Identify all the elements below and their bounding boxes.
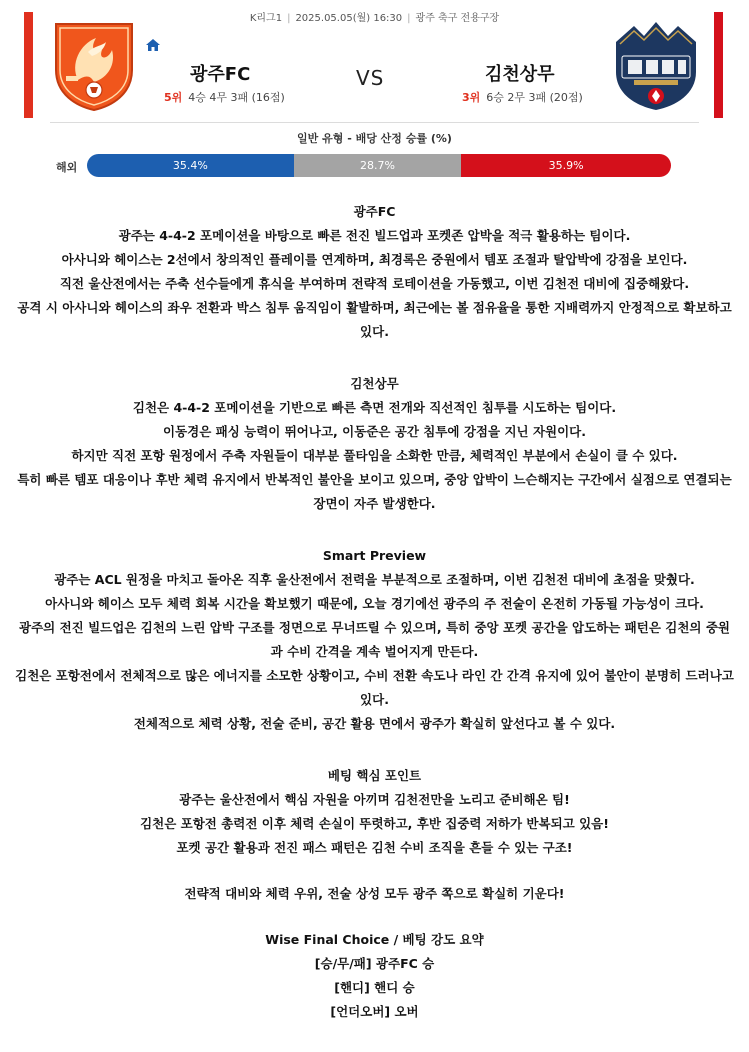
home-analysis-line: 아사니와 헤이스는 2선에서 창의적인 플레이를 연계하며, 최경록은 중원에서 템포 조절과 탈압박에 강점을 보인다. <box>61 252 688 267</box>
vs-label: VS <box>356 66 385 90</box>
away-team-stats: 6승 2무 3패 (20점) <box>486 91 583 104</box>
home-team-name[interactable]: 광주FC <box>190 64 251 85</box>
home-analysis-section <box>0 200 749 344</box>
gwangju-fc-crest-icon <box>50 20 138 112</box>
smart-preview-line: 아사니와 헤이스 모두 체력 회복 시간을 확보했기 때문에, 오늘 경기에선 광주의 주 전술이 온전히 가동될 가능성이 크다. <box>45 596 704 611</box>
away-analysis-line: 특히 빠른 템포 대응이나 후반 체력 유지에서 반복적인 불안을 보이고 있으며, 중앙 압박이 느슨해지는 구간에서 실점으로 연결되는 장면이 자주 발생한다. <box>17 472 732 511</box>
home-team-record <box>164 89 285 105</box>
home-analysis-line: 광주는 4-4-2 포메이션을 바탕으로 빠른 전진 빌드업과 포켓존 압박을 적극 활용하는 팀이다. <box>118 228 631 243</box>
home-team-rank: 5위 <box>164 91 183 104</box>
odds-away-win-label: 35.9% <box>548 159 584 172</box>
match-datetime: 2025.05.05(월) 16:30 <box>295 13 403 24</box>
key-points-title: 베팅 핵심 포인트 <box>327 768 422 783</box>
conclusion-text: 전략적 대비와 체력 우위, 전술 상성 모두 광주 쪽으로 확실히 기운다! <box>184 886 565 901</box>
final-choice-title: Wise Final Choice / 베팅 강도 요약 <box>265 932 484 947</box>
home-team-stats: 4승 4무 3패 (16점) <box>188 91 285 104</box>
final-choice-line: [언더오버] 오버 <box>330 1004 419 1019</box>
key-points-section <box>0 764 749 860</box>
match-venue: 광주 축구 전용구장 <box>415 13 500 24</box>
away-analysis-line: 김천은 4-4-2 포메이션을 기반으로 빠른 측면 전개와 직선적인 침투를 시도하는 팀이다. <box>132 400 617 415</box>
away-analysis-line: 하지만 직전 포항 원정에서 주축 자원들이 대부분 풀타임을 소화한 만큼, 체력적인 부분에서 손실이 클 수 있다. <box>71 448 678 463</box>
final-choice-section <box>0 928 749 1024</box>
away-team-name[interactable]: 김천상무 <box>485 64 555 85</box>
smart-preview-line: 전체적으로 체력 상황, 전술 준비, 공간 활용 면에서 광주가 확실히 앞선다고 볼 수 있다. <box>133 716 616 731</box>
conclusion-section <box>0 882 749 906</box>
odds-away-win <box>461 154 671 177</box>
key-point-line: 광주는 울산전에서 핵심 자원을 아끼며 김천전만을 노리고 준비해온 팀! <box>179 792 570 807</box>
league-label: K리그1 <box>249 13 283 24</box>
away-analysis-title: 김천상무 <box>350 376 399 391</box>
odds-home-win <box>87 154 294 177</box>
final-choice-line: [승/무/패] 광주FC 승 <box>314 956 435 971</box>
home-color-bar <box>24 12 33 118</box>
home-icon[interactable] <box>145 37 161 51</box>
home-analysis-line: 직전 울산전에서는 주축 선수들에게 휴식을 부여하며 전략적 로테이션을 가동했고, 이번 김천전 대비에 집중해왔다. <box>59 276 690 291</box>
odds-draw-label: 28.7% <box>360 159 395 172</box>
home-analysis-line: 공격 시 아사니와 헤이스의 좌우 전환과 박스 침투 움직임이 활발하며, 최근에는 볼 점유율을 통한 지배력까지 안정적으로 확보하고 있다. <box>17 300 732 339</box>
key-point-line: 포켓 공간 활용과 전진 패스 패턴은 김천 수비 조직을 흔들 수 있는 구조! <box>176 840 573 855</box>
smart-preview-line: 김천은 포항전에서 전체적으로 많은 에너지를 소모한 상황이고, 수비 전환 속도나 라인 간 간격 유지에 있어 불안이 분명히 드러나고 있다. <box>15 668 734 707</box>
odds-home-win-label: 35.4% <box>172 159 208 172</box>
odds-title: 일반 유형 - 배당 산정 승률 (%) <box>297 132 452 145</box>
away-analysis-line: 이동경은 패싱 능력이 뛰어나고, 이동준은 공간 침투에 강점을 지닌 자원이다. <box>163 424 586 439</box>
home-analysis-title: 광주FC <box>353 204 396 219</box>
header-divider <box>50 122 699 123</box>
smart-preview-section <box>0 544 749 736</box>
preview-content <box>0 200 749 1052</box>
odds-bar <box>87 154 671 177</box>
final-choice-line: [핸디] 핸디 승 <box>334 980 415 995</box>
away-analysis-section <box>0 372 749 516</box>
smart-preview-line: 광주는 ACL 원정을 마치고 돌아온 직후 울산전에서 전력을 부분적으로 조절하며, 이번 김천전 대비에 초점을 맞췄다. <box>54 572 695 587</box>
away-color-bar <box>714 12 723 118</box>
gimcheon-sangmu-crest-icon <box>612 20 700 112</box>
match-meta: K리그1 | 2025.05.05(월) 16:30 | 광주 축구 전용구장 <box>249 13 500 24</box>
odds-draw <box>294 154 462 177</box>
key-point-line: 김천은 포항전 총력전 이후 체력 손실이 뚜렷하고, 후반 집중력 저하가 반복되고 있음! <box>140 816 609 831</box>
smart-preview-title: Smart Preview <box>322 548 427 563</box>
away-team-record <box>462 89 583 105</box>
odds-row-label: 해외 <box>56 161 78 174</box>
away-team-rank: 3위 <box>462 91 481 104</box>
smart-preview-line: 광주의 전진 빌드업은 김천의 느린 압박 구조를 정면으로 무너뜨릴 수 있으며, 특히 중앙 포켓 공간을 압도하는 패턴은 김천의 중원과 수비 간격을 계속 벌어지게 만든다. <box>19 620 730 659</box>
